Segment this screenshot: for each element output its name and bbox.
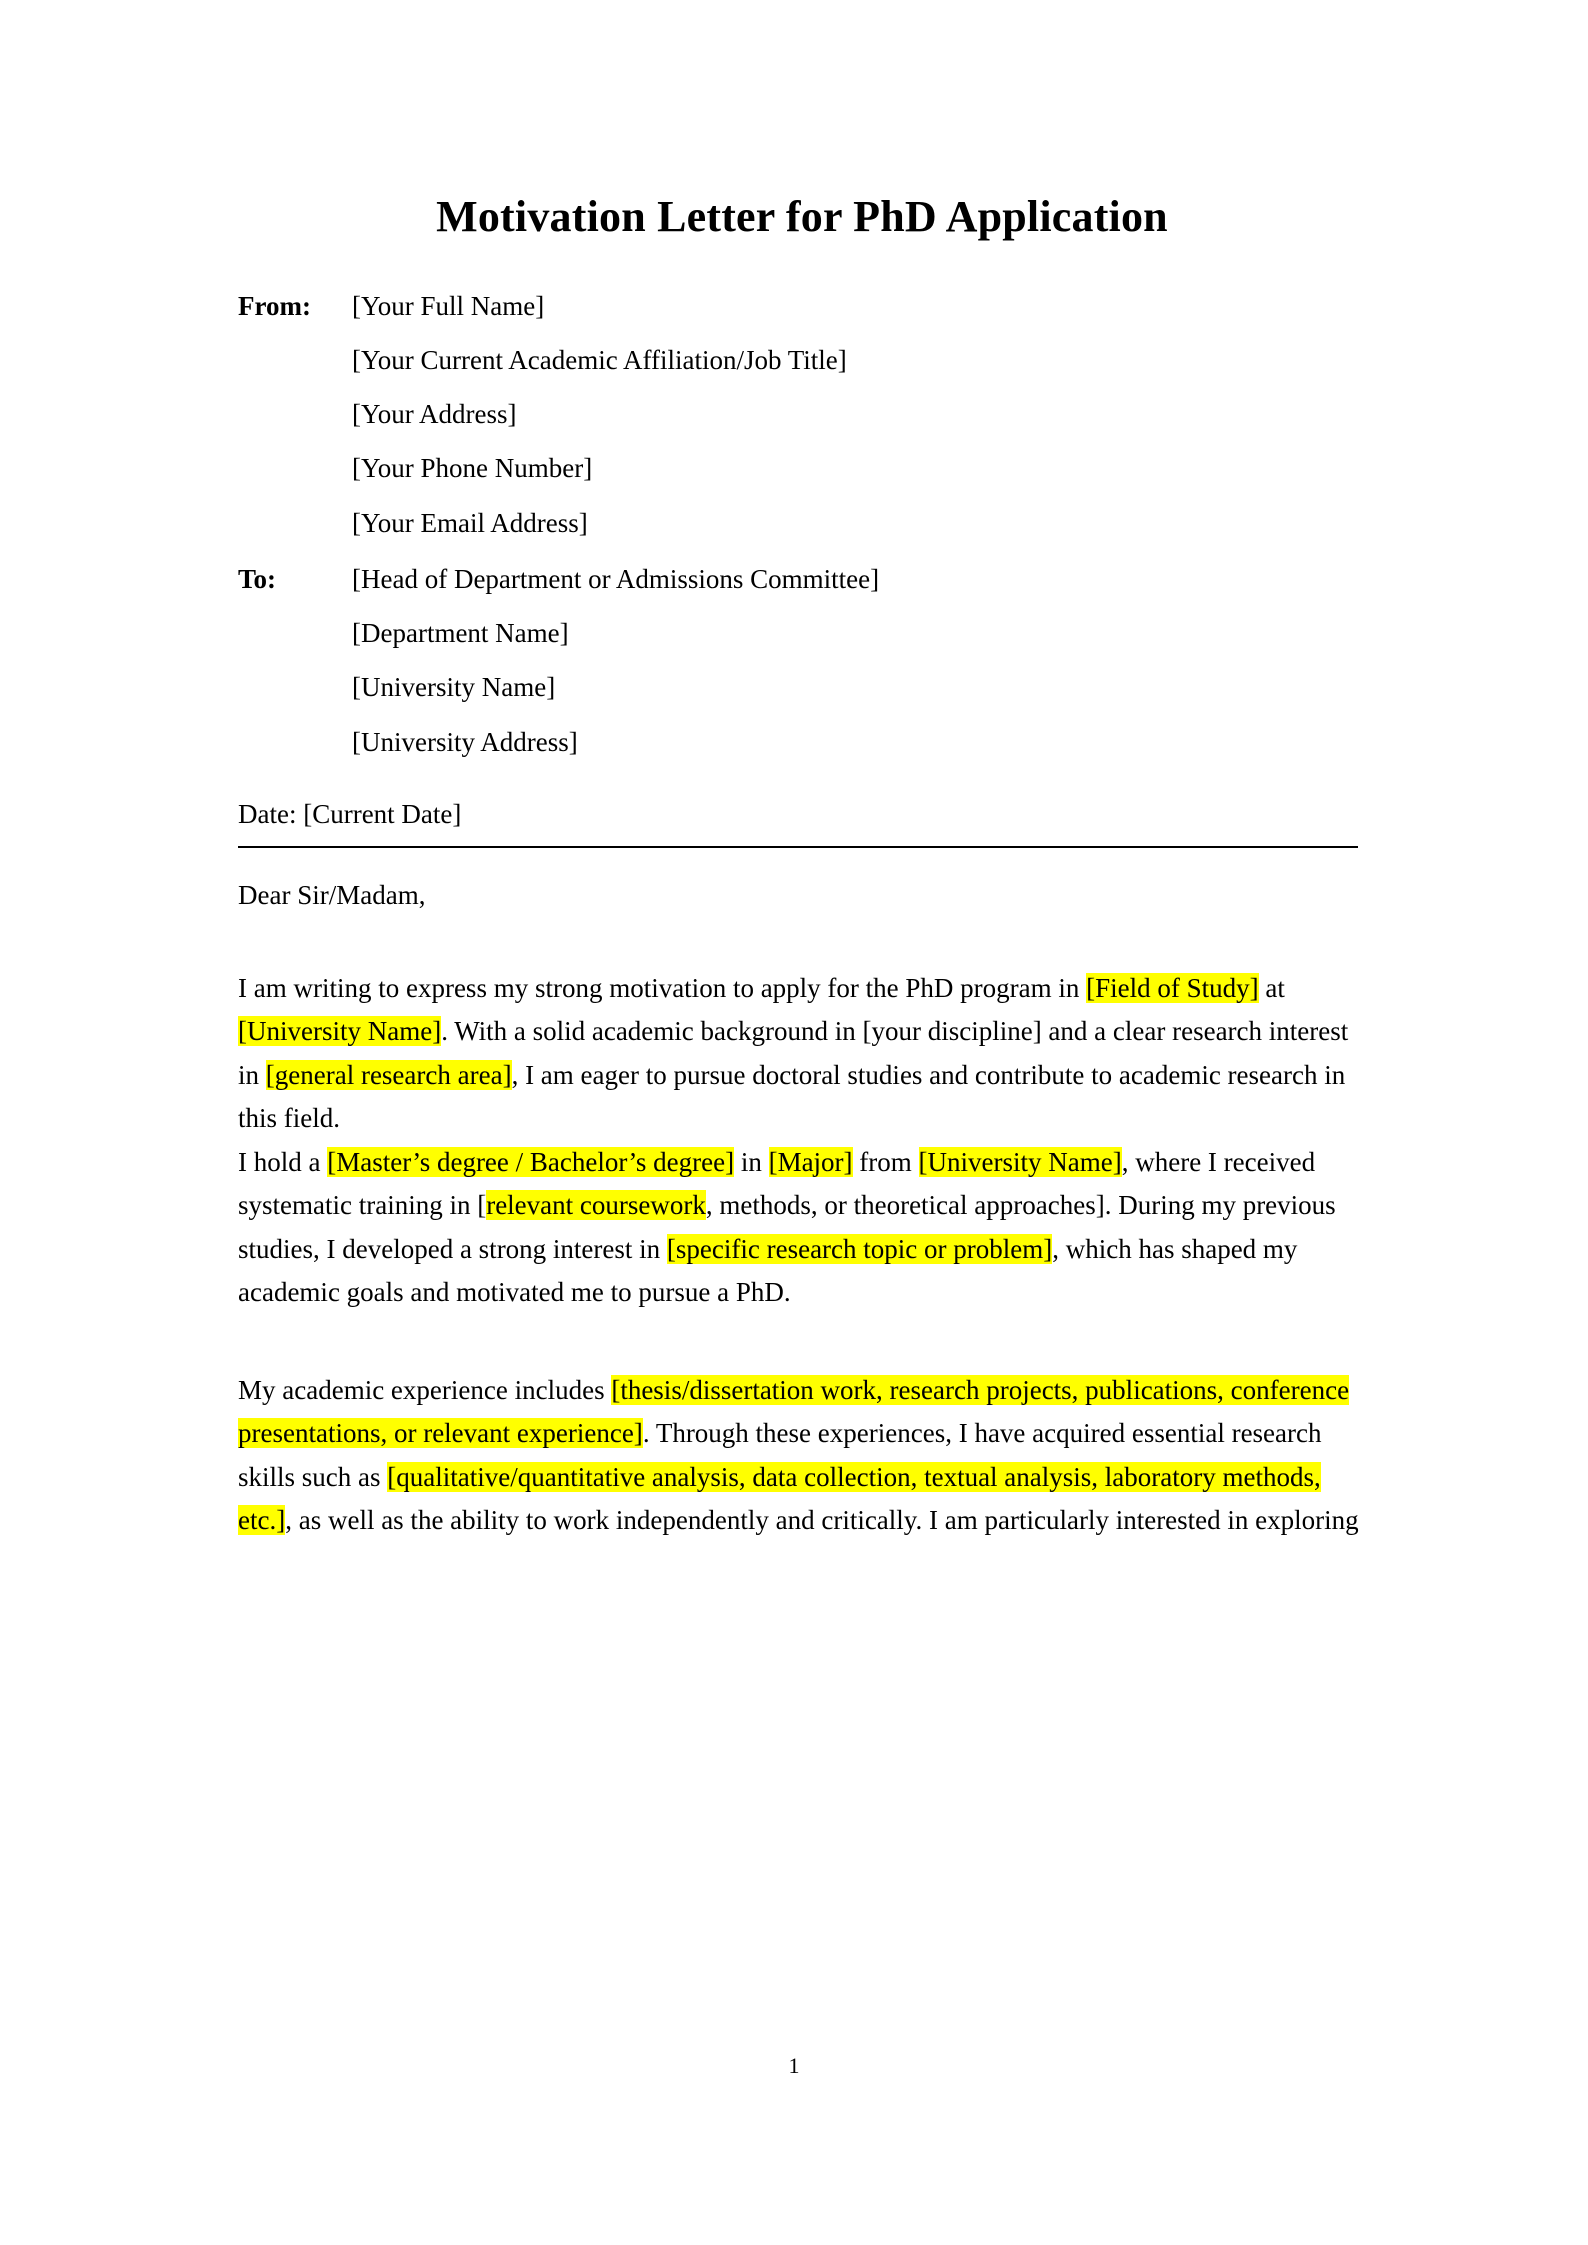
para2-text-5: , methods, or theoretical approaches]. During my previous studies, I developed a strong interest in bbox=[238, 1190, 1336, 1264]
paragraph-spacer bbox=[238, 913, 1366, 967]
to-row bbox=[238, 563, 1366, 597]
highlight-university-name-2: [University Name] bbox=[918, 1146, 1122, 1177]
to-recipient: [Head of Department or Admissions Committee] bbox=[352, 563, 880, 594]
para1-text-2: at bbox=[1258, 972, 1285, 1003]
highlight-university-name-1: [University Name] bbox=[238, 1016, 442, 1047]
para3-text-1: My academic experience includes bbox=[238, 1374, 612, 1405]
from-phone-row bbox=[238, 452, 1366, 486]
from-email: [Your Email Address] bbox=[352, 507, 588, 538]
salutation: Dear Sir/Madam, bbox=[238, 880, 426, 911]
paragraph-intro bbox=[238, 967, 1366, 1141]
to-university-address: [University Address] bbox=[352, 726, 578, 757]
from-affiliation-row bbox=[238, 344, 1366, 378]
from-address-row bbox=[238, 398, 1366, 432]
para2-text-1: I hold a bbox=[238, 1146, 328, 1177]
from-address: [Your Address] bbox=[352, 399, 517, 430]
para2-text-3: from bbox=[852, 1146, 919, 1177]
page-content bbox=[238, 0, 1366, 1543]
para3-text-2: . Through these experiences, I have acquired essential research skills such as bbox=[238, 1418, 1322, 1492]
date-line: Date: [Current Date] bbox=[238, 799, 462, 830]
para1-text-4: , I am eager to pursue doctoral studies and contribute to academic research in this field. bbox=[238, 1059, 1346, 1134]
para2-text-6: , which has shaped my academic goals and motivated me to pursue a PhD. bbox=[238, 1233, 1298, 1308]
from-email-row bbox=[238, 507, 1366, 541]
to-label: To: bbox=[238, 563, 277, 594]
from-label: From: bbox=[238, 290, 311, 321]
paragraph-experience bbox=[238, 1369, 1366, 1543]
highlight-field-of-study: [Field of Study] bbox=[1086, 972, 1259, 1003]
highlight-general-research-area: [general research area] bbox=[265, 1059, 512, 1090]
to-university: [University Name] bbox=[352, 672, 556, 703]
from-affiliation: [Your Current Academic Affiliation/Job Title] bbox=[352, 344, 847, 375]
to-university-row bbox=[238, 671, 1366, 705]
para2-text-4: , where I received systematic training in [ bbox=[238, 1146, 1316, 1221]
highlight-research-skills: [qualitative/quantitative analysis, data collection, textual analysis, laboratory methods, etc.] bbox=[238, 1461, 1321, 1536]
highlight-major: [Major] bbox=[768, 1146, 853, 1177]
para1-text-1: I am writing to express my strong motivation to apply for the PhD program in bbox=[238, 972, 1087, 1003]
para3-text-3: , as well as the ability to work independently and critically. I am particularly interested in exploring bbox=[285, 1505, 1359, 1536]
to-department-row bbox=[238, 617, 1366, 651]
sender-recipient-block bbox=[238, 290, 1366, 760]
page-title: Motivation Letter for PhD Application bbox=[436, 192, 1168, 241]
page-number: 1 bbox=[788, 2053, 800, 2078]
to-department: [Department Name] bbox=[352, 618, 569, 649]
from-phone: [Your Phone Number] bbox=[352, 453, 593, 484]
from-row bbox=[238, 290, 1366, 324]
highlight-specific-research-topic: [specific research topic or problem] bbox=[666, 1233, 1053, 1264]
paragraph-education bbox=[238, 1141, 1366, 1315]
paragraph-spacer bbox=[238, 1315, 1366, 1369]
para1-text-3: . With a solid academic background in [your discipline] and a clear research interest in bbox=[238, 1016, 1349, 1090]
from-name: [Your Full Name] bbox=[352, 290, 545, 321]
highlight-relevant-coursework: relevant coursework bbox=[486, 1190, 706, 1221]
highlight-academic-experience: [thesis/dissertation work, research projects, publications, conference presentations, or relevant experience] bbox=[238, 1374, 1350, 1449]
highlight-degree: [Master’s degree / Bachelor’s degree] bbox=[327, 1146, 735, 1177]
to-university-address-row bbox=[238, 726, 1366, 760]
header-divider bbox=[238, 846, 1358, 848]
para2-text-2: in bbox=[734, 1146, 769, 1177]
